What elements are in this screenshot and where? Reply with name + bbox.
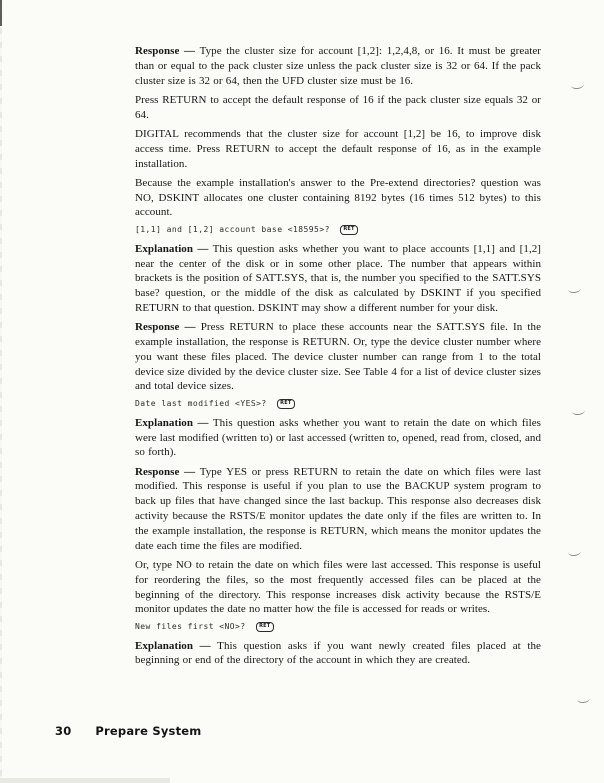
paragraph-text: DIGITAL recommends that the cluster size for account [1,2] be 16, to improve disk access time. Press RETURN to accept the default response of 16, as in the example installation. — [135, 127, 541, 170]
terminal-prompt-account-base — [135, 225, 541, 235]
paragraph-text: This question asks whether you want to place accounts [1,1] and [1,2] near the center of the disk or in some other place. The number that appears within brackets is the position of SATT.SYS, that is, the number you specified to the SATT.SYS base? question, or the middle of the disk as calculated by DSKINT if you specified RETURN to that question. DSKINT may show a different number for your disk. — [135, 242, 542, 314]
scan-edge-artifact — [0, 0, 2, 783]
return-key-icon: RET — [256, 622, 274, 632]
terminal-prompt-new-files-first — [135, 622, 541, 632]
terminal-prompt-date-last-modified — [135, 399, 541, 409]
paragraph-explanation-account-base — [135, 242, 541, 316]
page-body — [135, 44, 541, 673]
terminal-text: Date last modified <YES>? — [135, 399, 267, 409]
paragraph-text: Because the example installation's answer to the Pre-extend directories? question was NO, DSKINT allocates one cluster containing 8192 bytes (16 times 512 bytes) to this account. — [135, 176, 541, 219]
paragraph-lead: Explanation — — [135, 639, 211, 652]
paragraph-lead: Explanation — — [135, 416, 209, 429]
page-number: 30 — [55, 724, 72, 738]
terminal-text: [1,1] and [1,2] account base <18595>? — [135, 225, 330, 235]
paragraph-lead: Response — — [135, 45, 196, 57]
pencil-tick-icon — [571, 83, 584, 89]
return-key-icon: RET — [340, 225, 358, 235]
pencil-tick-icon — [577, 697, 590, 703]
scan-edge-line-artifact — [0, 0, 2, 26]
paragraph-explanation-date-modified — [135, 416, 541, 460]
paragraph-press-return — [135, 93, 541, 123]
paragraph-text: This question asks if you want newly created files placed at the beginning or end of the directory of the account in which they are created. — [135, 639, 541, 667]
paragraph-text: Type the cluster size for account [1,2]: 1,2,4,8, or 16. It must be greater than or equal to the pack cluster size unless the pack cluster size is 32 or 64. If the pack cluster size is 32 or 64, then the UFD cluster size must be 16. — [135, 45, 542, 87]
terminal-text: New files first <NO>? — [135, 622, 246, 632]
pencil-tick-icon — [568, 550, 581, 556]
page-footer — [55, 724, 201, 738]
paragraph-response-cluster-size — [135, 44, 541, 88]
pencil-tick-icon — [568, 287, 581, 293]
paragraph-text: Or, type NO to retain the date on which files were last accessed. This response is useful for reordering the files, so the most frequently accessed files can be placed at the beginning of the directory. This response increases disk activity because the RSTS/E monitor updates the date no matter how the file is accessed for reads or writes. — [135, 558, 541, 616]
paragraph-text: This question asks whether you want to retain the date on which files were last modified (written to) or last accessed (written to, opened, read from, closed, and so forth). — [135, 416, 542, 459]
paragraph-response-account-base — [135, 320, 541, 394]
paragraph-text: Press RETURN to place these accounts near the SATT.SYS file. In the example installation, the response is RETURN. Or, type the device cluster number where you want these files placed. The device cluster number can range from 1 to the total device size divided by the device cluster size. See Table 4 for a list of device cluster sizes and total device sizes. — [135, 321, 542, 393]
paragraph-lead: Explanation — — [135, 242, 209, 255]
paragraph-because-example — [135, 176, 541, 220]
scan-bottom-smudge-artifact — [0, 778, 170, 783]
paragraph-lead: Response — — [135, 465, 196, 478]
paragraph-explanation-new-files — [135, 639, 541, 669]
return-key-icon: RET — [277, 399, 295, 409]
paragraph-text: Type YES or press RETURN to retain the date on which files were last modified. This response is useful if you plan to use the BACKUP system program to back up files that have changed since the last backup. This response also decreases disk activity because the RSTS/E monitor updates the date only if the files are written to. In the example installation, the response is RETURN, which means the monitor updates the date each time the files are modified. — [135, 465, 541, 552]
paragraph-or-type-no — [135, 558, 541, 617]
paragraph-response-date-modified — [135, 465, 541, 554]
paragraph-lead: Response — — [135, 321, 196, 334]
pencil-tick-icon — [572, 409, 585, 415]
paragraph-digital-recommends — [135, 127, 541, 171]
footer-section-title: Prepare System — [95, 724, 202, 738]
paragraph-text: Press RETURN to accept the default response of 16 if the pack cluster size equals 32 or 64. — [135, 93, 541, 121]
